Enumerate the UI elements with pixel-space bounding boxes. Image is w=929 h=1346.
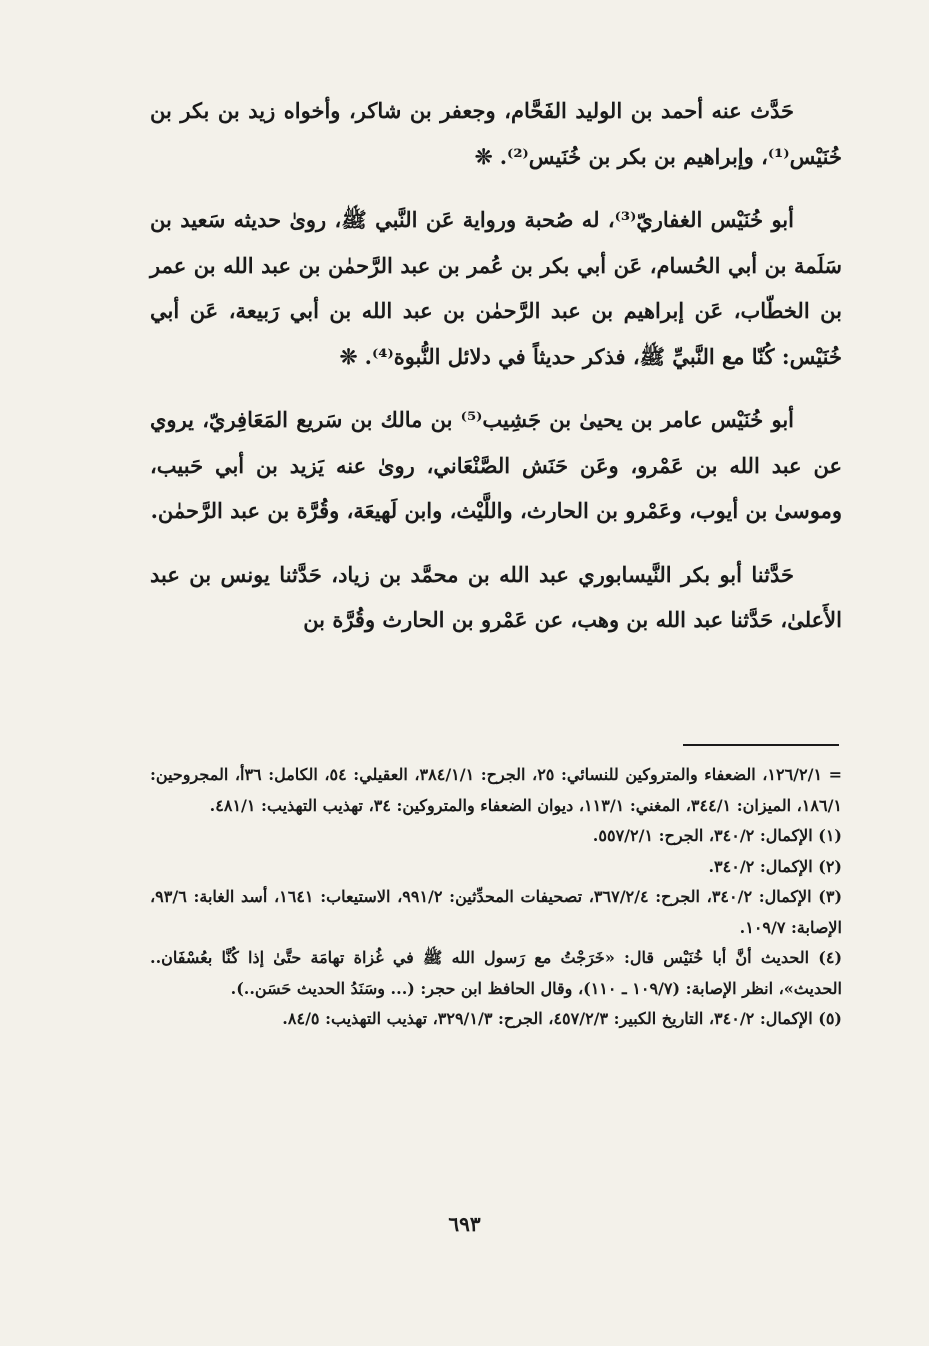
paragraph-1: حَدَّث عنه أحمد بن الوليد الفَحَّام، وجعفر بن شاكر، وأخواه زيد بن بكر بن خُنَيْس⁽¹⁾، وإبراهيم بن بكر بن خُنَيس⁽²⁾. ❊	[150, 98, 842, 169]
footnote-1: (١) الإكمال: ٣٤٠/٢، الجرح: ٥٥٧/٢/١.	[592, 826, 842, 845]
main-text	[150, 88, 842, 643]
footnote-4: (٤) الحديث أنَّ أبا خُنَيْس قال: «خَرَجْتُ مع رَسول الله ﷺ في غُزاة تهامَة حتَّىٰ إذا كُنَّا بعُسْفَان.. الحديث»، انظر الإصابة: (١٠٩/٧ ـ ١١٠)، وقال الحافظ ابن حجر: (... وسَنَدُ الحديث حَسَن..).	[150, 948, 843, 998]
footnote-5: (٥) الإكمال: ٣٤٠/٢، التاريخ الكبير: ٤٥٧/٢/٣، الجرح: ٣٢٩/١/٣، تهذيب التهذيب: ٨٤/٥.	[282, 1009, 842, 1028]
page-number: ٦٩٣	[448, 1212, 481, 1236]
footnote-continued: = ١٢٦/٢/١، الضعفاء والمتروكين للنسائي: ٢٥، الجرح: ٣٨٤/١/١، العقيلي: ٥٤، الكامل: ٣٦أ، المجروحين: ١٨٦/١، الميزان: ٣٤٤/١، المغني: ١١٣/١، ديوان الضعفاء والمتروكين: ٣٤، تهذيب التهذيب: ٤٨١/١.	[150, 765, 843, 815]
footnote-2: (٢) الإكمال: ٣٤٠/٢.	[708, 856, 842, 876]
footnote-separator	[683, 744, 839, 746]
footnotes	[150, 760, 842, 1035]
paragraph-2: أبو خُنَيْس الغفاريّ⁽³⁾، له صُحبة ورواية عَن النَّبي ﷺ، روىٰ حديثه سَعيد بن سَلَمة بن أبي الحُسام، عَن أبي بكر بن عُمر بن عبد الرَّحمٰن بن عبد الله بن عمر بن الخطّاب، عَن إبراهيم بن عبد الرَّحمٰن بن عبد الله بن أبي رَبيعة، عَن أبي خُنَيْس: كُنّا مع النَّبيِّ ﷺ، فذكر حديثاً في دلائل النُّبوة⁽⁴⁾. ❊	[150, 207, 842, 369]
paragraph-4: حَدَّثنا أبو بكر النَّيسابوري عبد الله بن محمَّد بن زياد، حَدَّثنا يونس بن عبد الأَعلىٰ، حَدَّثنا عبد الله بن وهب، عن عَمْرو بن الحارث وقُرَّة بن	[150, 561, 842, 632]
footnote-3: (٣) الإكمال: ٣٤٠/٢، الجرح: ٣٦٧/٢/٤، تصحيفات المحدِّثين: ٩٩١/٢، الاستيعاب: ١٦٤١، أسد الغابة: ٩٣/٦، الإصابة: ١٠٩/٧.	[150, 887, 843, 937]
paragraph-3: أبو خُنَيْس عامر بن يحيىٰ بن جَشِيب⁽⁵⁾ بن مالك بن سَريع المَعَافِريّ، يروي عن عبد الله بن عَمْرو، وعَن حَنَش الصَّنْعَاني، روىٰ عنه يَزيد بن أبي حَبيب، وموسىٰ بن أيوب، وعَمْرو بن الحارث، واللَّيْث، وابن لَهيعَة، وقُرَّة بن عبد الرَّحمٰن.	[150, 407, 842, 523]
